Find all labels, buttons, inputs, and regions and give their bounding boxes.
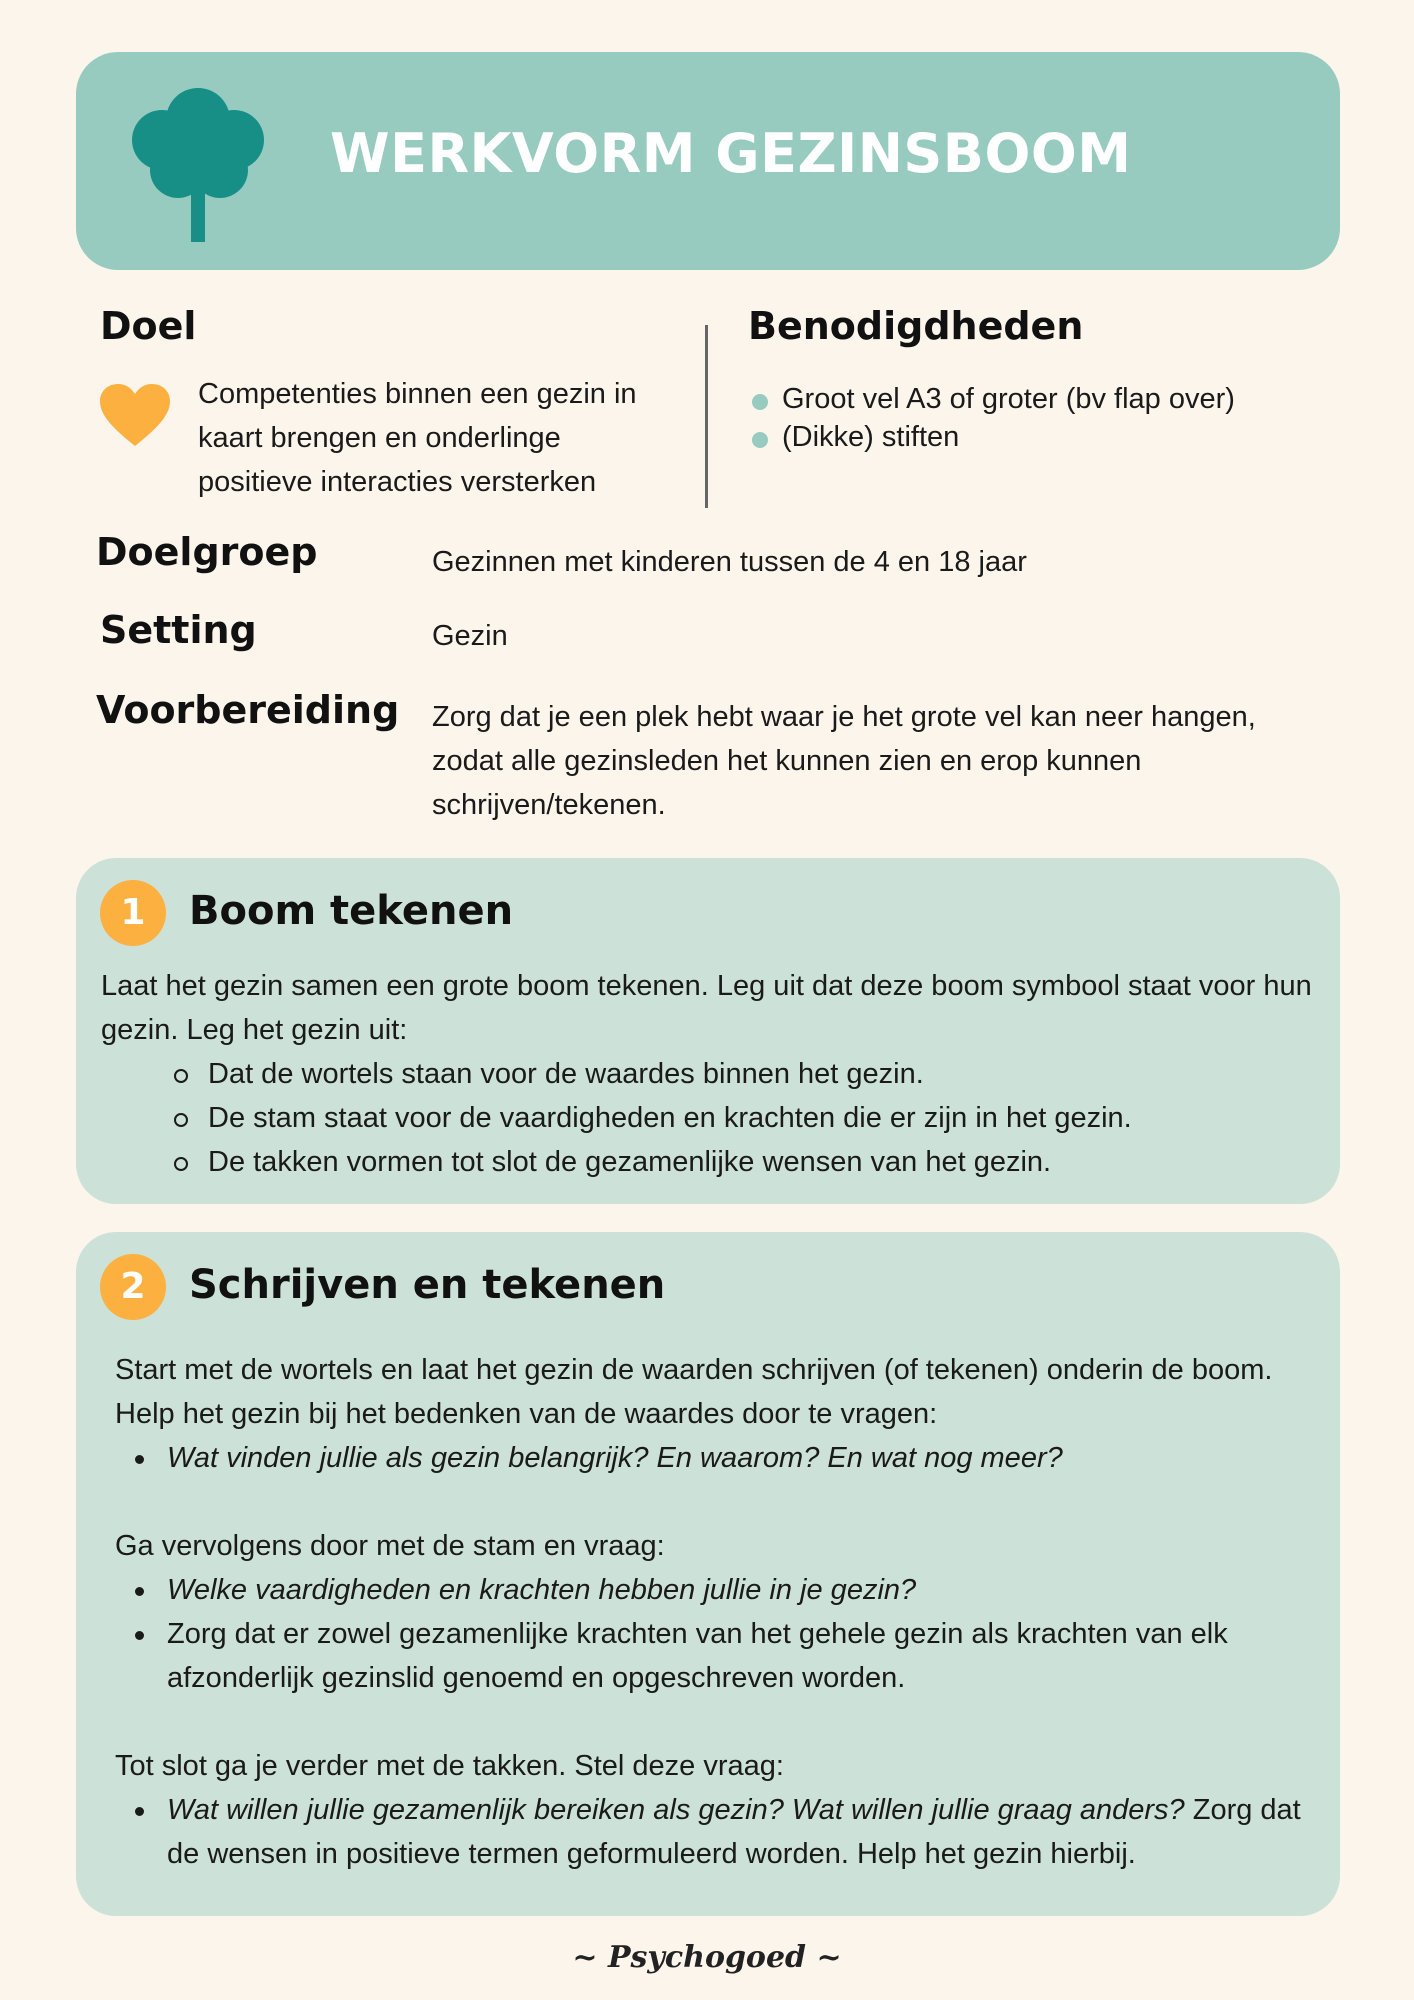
voorbereiding-label: Voorbereiding	[96, 688, 400, 732]
doel-title: Doel	[100, 304, 197, 348]
step-paragraph: Ga vervolgens door met de stam en vraag:	[115, 1530, 665, 1562]
step-paragraph: Tot slot ga je verder met de takken. Stel deze vraag:	[115, 1750, 784, 1782]
list-item: Groot vel A3 of groter (bv flap over)	[752, 380, 1235, 418]
question-list	[115, 1788, 1315, 1876]
footer-signature: ~ Psychogoed ~	[572, 1940, 842, 1975]
step-title: Schrijven en tekenen	[189, 1262, 666, 1308]
step-number-badge: 2	[100, 1254, 166, 1320]
bullet-icon	[135, 1807, 144, 1816]
step-card-1	[76, 858, 1340, 1204]
bullet-icon	[752, 432, 768, 448]
list-item: Dat de wortels staan voor de waardes binnen het gezin.	[174, 1052, 1321, 1096]
bullet-icon	[174, 1069, 188, 1083]
step-list	[101, 1052, 1321, 1184]
list-item: De takken vormen tot slot de gezamenlijke wensen van het gezin.	[174, 1140, 1321, 1184]
bullet-icon	[174, 1113, 188, 1127]
page-title: WERKVORM GEZINSBOOM	[330, 122, 1132, 185]
doel-text: Competenties binnen een gezin in kaart brengen en onderlinge positieve interacties versterken	[198, 378, 637, 498]
step-body	[115, 1348, 1315, 1876]
column-divider	[705, 325, 708, 508]
step-card-2	[76, 1232, 1340, 1916]
list-item: De stam staat voor de vaardigheden en krachten die er zijn in het gezin.	[174, 1096, 1321, 1140]
voorbereiding-text: Zorg dat je een plek hebt waar je het grote vel kan neer hangen, zodat alle gezinsleden het kunnen zien en erop kunnen schrijven/tekenen.	[432, 701, 1256, 821]
doelgroep-text: Gezinnen met kinderen tussen de 4 en 18 jaar	[432, 546, 1027, 578]
list-item: Welke vaardigheden en krachten hebben jullie in je gezin?	[135, 1568, 1315, 1612]
step-number-badge: 1	[100, 880, 166, 946]
step-title: Boom tekenen	[189, 888, 514, 934]
list-item: Zorg dat er zowel gezamenlijke krachten van het gehele gezin als krachten van elk afzonderlijk gezinslid genoemd en opgeschreven worden.	[135, 1612, 1315, 1700]
setting-label: Setting	[100, 608, 257, 652]
header-banner	[76, 52, 1340, 270]
step-intro: Laat het gezin samen een grote boom tekenen. Leg uit dat deze boom symbool staat voor hun gezin. Leg het gezin uit:	[101, 970, 1312, 1046]
tree-icon	[128, 82, 268, 242]
bullet-icon	[135, 1587, 144, 1596]
setting-text: Gezin	[432, 620, 508, 652]
list-item: Wat vinden jullie als gezin belangrijk? En waarom? En wat nog meer?	[135, 1436, 1315, 1480]
bullet-icon	[752, 394, 768, 410]
bullet-icon	[135, 1455, 144, 1464]
question-list	[115, 1568, 1315, 1700]
bullet-icon	[135, 1631, 144, 1640]
benodigdheden-title: Benodigdheden	[748, 304, 1084, 348]
benodigdheden-list	[752, 380, 1235, 456]
list-item: (Dikke) stiften	[752, 418, 1235, 456]
doelgroep-label: Doelgroep	[96, 530, 318, 574]
question-list	[115, 1436, 1315, 1480]
step-body	[101, 964, 1321, 1184]
heart-icon	[100, 384, 170, 448]
bullet-icon	[174, 1157, 188, 1171]
step-paragraph: Start met de wortels en laat het gezin de waarden schrijven (of tekenen) onderin de boom. Help het gezin bij het bedenken van de waardes door te vragen:	[115, 1354, 1273, 1430]
list-item: Wat willen jullie gezamenlijk bereiken als gezin? Wat willen jullie graag anders? Zorg dat de wensen in positieve termen geformuleerd worden. Help het gezin hierbij.	[135, 1788, 1315, 1876]
